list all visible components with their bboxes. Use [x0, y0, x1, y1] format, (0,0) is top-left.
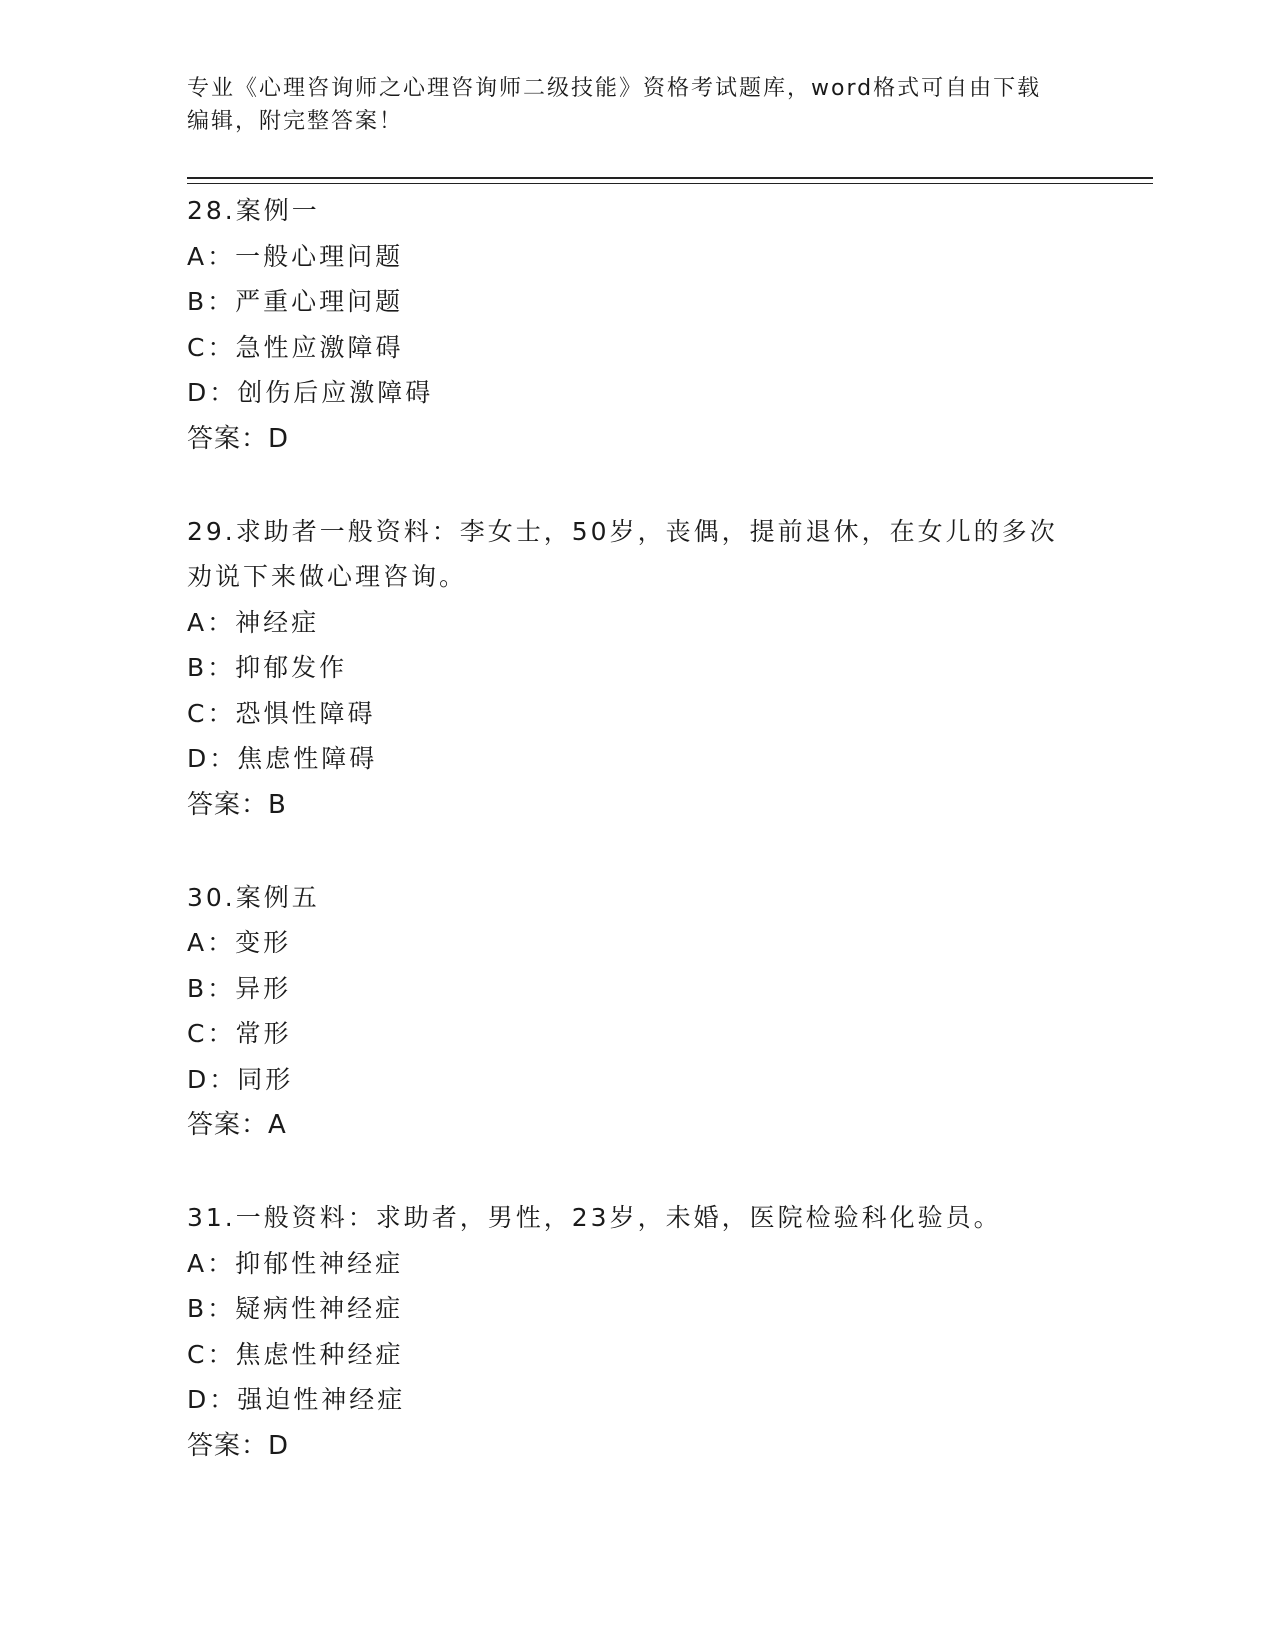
option-d: D：焦虑性障碍	[187, 744, 378, 773]
option-a: A：变形	[187, 928, 292, 957]
question-31	[187, 1195, 1087, 1469]
option-c: C：恐惧性障碍	[187, 698, 376, 728]
option-c: C：急性应激障碍	[187, 332, 404, 362]
option-a: A：一般心理问题	[187, 241, 404, 271]
option-b: B：抑郁发作	[187, 653, 348, 682]
document-header	[187, 72, 1087, 138]
header-divider-thin	[187, 183, 1153, 184]
option-b: B：疑病性神经症	[187, 1294, 404, 1323]
question-stem: 31.一般资料：求助者，男性，23岁，未婚，医院检验科化验员。	[187, 1203, 1002, 1232]
header-divider-thick	[187, 177, 1153, 179]
question-30	[187, 875, 1087, 1149]
option-a: A：抑郁性神经症	[187, 1248, 404, 1278]
question-stem-continued: 劝说下来做心理咨询。	[187, 562, 468, 591]
question-29	[187, 509, 1087, 828]
option-c: C：常形	[187, 1019, 292, 1048]
option-b: B：严重心理问题	[187, 287, 404, 316]
option-d: D：同形	[187, 1064, 294, 1094]
answer: 答案：B	[187, 789, 287, 820]
answer: 答案：D	[187, 1430, 290, 1461]
option-d: D：创伤后应激障碍	[187, 378, 434, 407]
question-stem: 29.求助者一般资料：李女士，50岁，丧偶，提前退休，在女儿的多次	[187, 516, 1058, 546]
question-28	[187, 188, 1087, 462]
option-b: B：异形	[187, 973, 292, 1003]
option-d: D：强迫性神经症	[187, 1385, 406, 1414]
answer: 答案：D	[187, 423, 290, 454]
header-line-2: 编辑，附完整答案！	[187, 109, 404, 134]
option-a: A：神经症	[187, 607, 320, 637]
question-stem: 28.案例一	[187, 196, 320, 225]
question-stem: 30.案例五	[187, 882, 320, 912]
answer: 答案：A	[187, 1110, 287, 1140]
option-c: C：焦虑性种经症	[187, 1339, 404, 1369]
header-line-1: 专业《心理咨询师之心理咨询师二级技能》资格考试题库，word格式可自由下载	[187, 76, 1042, 101]
question-list	[187, 188, 1087, 1516]
